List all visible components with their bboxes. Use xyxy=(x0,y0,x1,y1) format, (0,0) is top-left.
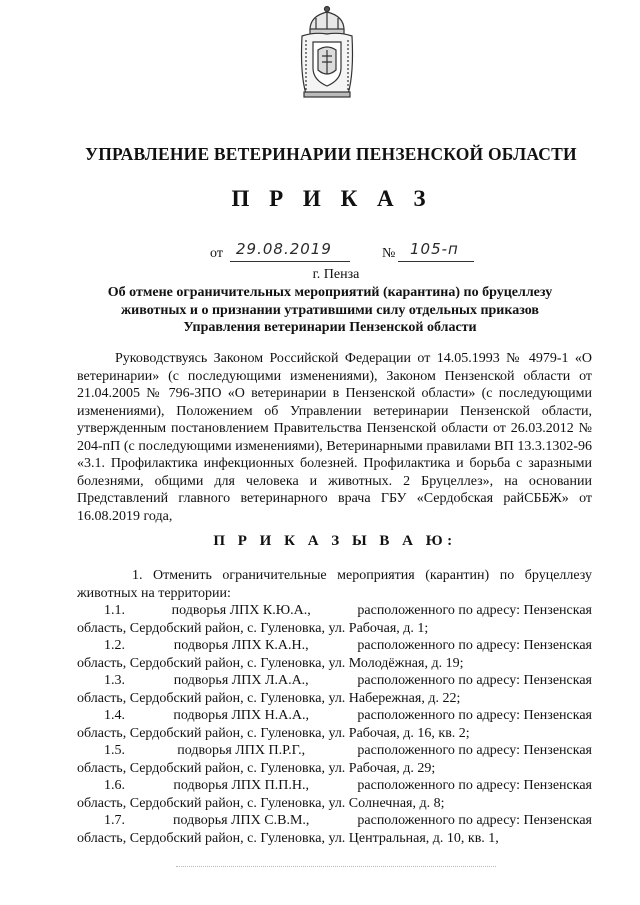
sub-item-address-lead: расположенного по адресу: Пензенская xyxy=(357,778,592,793)
date-prefix: от xyxy=(210,246,223,261)
sub-item-number: 1.7. xyxy=(104,813,125,828)
sub-item-address: область, Сердобский район, с. Гуленовка, ул. Молодёжная, д. 19; xyxy=(77,655,464,671)
sub-item xyxy=(77,777,592,812)
coat-of-arms-emblem xyxy=(296,4,358,100)
order-item-1: 1. Отменить ограничительные мероприятия (карантин) по бруцеллезу животных на территории: xyxy=(77,568,592,601)
subject-line: животных и о признании утратившими силу отдельных приказов xyxy=(121,302,539,318)
sub-item-owner: подворья ЛПХ Л.А.А., xyxy=(173,673,309,688)
sub-item-number: 1.3. xyxy=(104,673,125,688)
sub-item-address-lead: расположенного по адресу: Пензенская xyxy=(357,743,592,758)
sub-item-owner: подворья ЛПХ П.Р.Г., xyxy=(177,743,306,758)
sub-item-owner: подворья ЛПХ Н.А.А., xyxy=(173,708,309,723)
sub-item-number: 1.1. xyxy=(104,603,125,618)
sub-item xyxy=(77,602,592,637)
sub-item xyxy=(77,637,592,672)
sub-item-owner: подворья ЛПХ К.А.Н., xyxy=(173,638,309,653)
document-subject xyxy=(90,284,570,337)
sub-item-address-lead: расположенного по адресу: Пензенская xyxy=(357,708,592,723)
sub-item-number: 1.5. xyxy=(104,743,125,758)
sub-item-address: область, Сердобский район, с. Гуленовка, ул. Рабочая, д. 16, кв. 2; xyxy=(77,725,470,741)
sub-item-address-lead: расположенного по адресу: Пензенская xyxy=(357,813,592,828)
sub-item-address-lead: расположенного по адресу: Пензенская xyxy=(357,638,592,653)
subject-line: Управления ветеринарии Пензенской области xyxy=(183,320,477,335)
number-underline xyxy=(398,261,474,262)
sub-item xyxy=(77,812,592,847)
sub-item-owner: подворья ЛПХ П.П.Н., xyxy=(173,778,309,793)
scan-artifact-divider xyxy=(176,866,496,867)
handwritten-number: 105-п xyxy=(410,240,459,258)
date-underline xyxy=(230,261,350,262)
sub-item-address: область, Сердобский район, с. Гуленовка, ул. Солнечная, д. 8; xyxy=(77,795,445,811)
handwritten-date: 29.08.2019 xyxy=(236,240,332,258)
date-number-line xyxy=(210,240,510,266)
number-prefix: № xyxy=(382,246,396,261)
sub-item-address-lead: расположенного по адресу: Пензенская xyxy=(357,603,592,618)
sub-item-address-lead: расположенного по адресу: Пензенская xyxy=(357,673,592,688)
document-type-title: П Р И К А З xyxy=(231,186,433,211)
sub-item-address: область, Сердобский район, с. Гуленовка, ул. Рабочая, д. 29; xyxy=(77,760,436,776)
sub-item xyxy=(77,707,592,742)
subject-line: Об отмене ограничительных мероприятий (карантина) по бруцеллезу xyxy=(107,285,553,300)
sub-item-number: 1.4. xyxy=(104,708,125,723)
sub-item-number: 1.2. xyxy=(104,638,125,653)
sub-item-address: область, Сердобский район, с. Гуленовка, ул. Набережная, д. 22; xyxy=(77,690,461,706)
city-name: г. Пенза xyxy=(312,267,360,282)
sub-item xyxy=(77,742,592,777)
sub-item xyxy=(77,672,592,707)
organization-name: УПРАВЛЕНИЕ ВЕТЕРИНАРИИ ПЕНЗЕНСКОЙ ОБЛАСТИ xyxy=(85,144,577,164)
sub-item-owner: подворья ЛПХ С.В.М., xyxy=(173,813,310,828)
order-heading: П Р И К А З Ы В А Ю: xyxy=(213,533,457,549)
preamble-paragraph: Руководствуясь Законом Российской Федерации от 14.05.1993 № 4979-1 «О ветеринарии» (с последующими изменениями), Законом Пензенской области от 21.04.2005 № 796-ЗПО «О ветеринарии в Пензенской области» (с последующими изменениями), Положением об Управлении ветеринарии Пензенской области, утвержденным постановлением Правительства Пензенской области от 26.03.2012 № 204-пП (с последующими изменениями), Ветеринарными правилами ВП 13.3.1302-96 «3.1. Профилактика инфекционных болезней. Профилактика и борьба с заразными болезнями, общими для человека и животных. 2 Бруцеллез», на основании Представлений главного ветеринарного врача ГБУ «Сердобская райСББЖ» от 16.08.2019 года, xyxy=(77,351,592,524)
sub-item-number: 1.6. xyxy=(104,778,125,793)
sub-item-address: область, Сердобский район, с. Гуленовка, ул. Рабочая, д. 1; xyxy=(77,620,429,636)
sub-item-address: область, Сердобский район, с. Гуленовка, ул. Центральная, д. 10, кв. 1, xyxy=(77,830,499,846)
sub-item-owner: подворья ЛПХ К.Ю.А., xyxy=(171,603,311,618)
